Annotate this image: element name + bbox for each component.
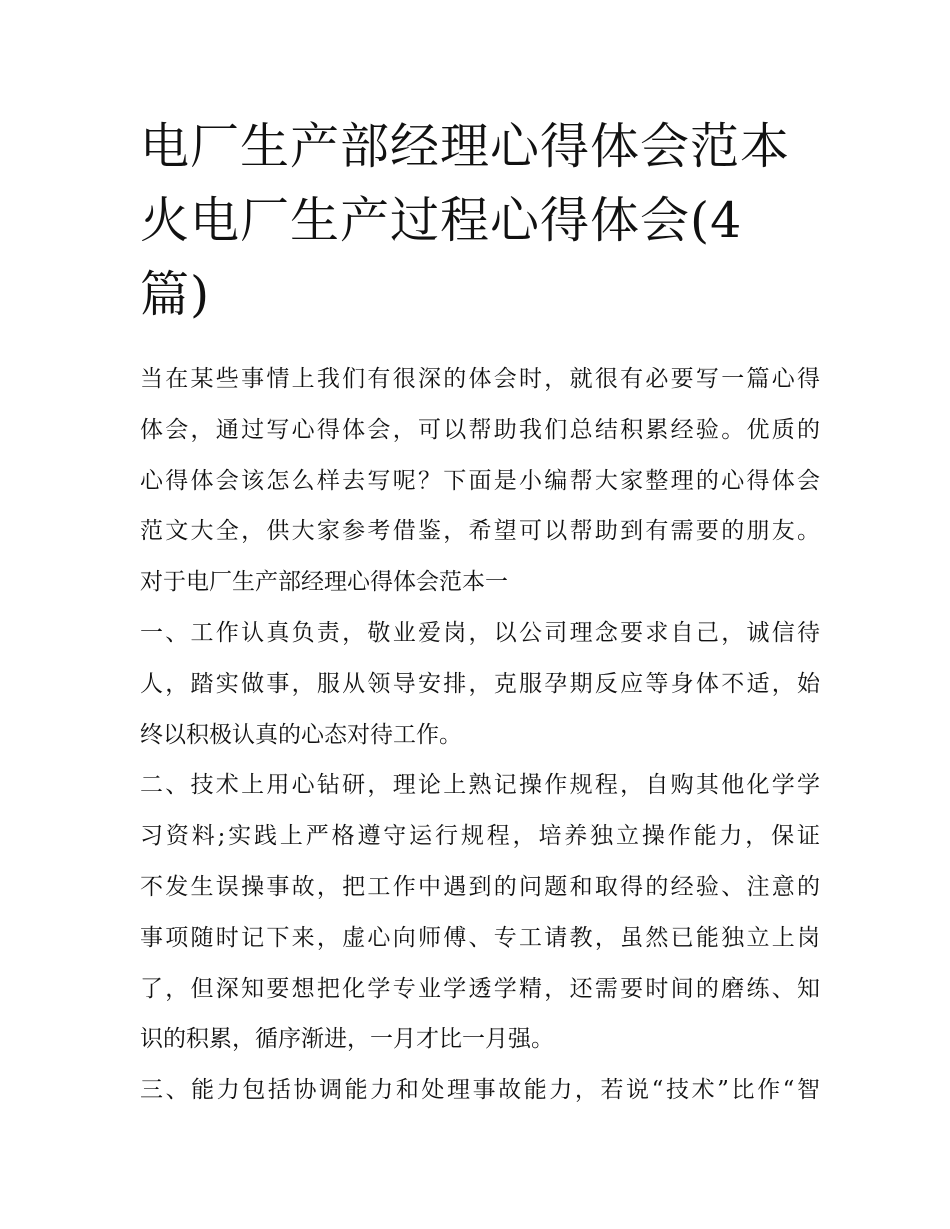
title-line: 火电厂生产过程心得体会(4 — [140, 192, 743, 249]
paragraph-one-line: 一、工作认真负责，敬业爱岗，以公司理念要求自己，诚信待 — [140, 619, 820, 646]
paragraph-two-line: 不发生误操事故，把工作中遇到的问题和取得的经验、注意的 — [140, 873, 820, 900]
paragraph-two-line: 识的积累，循序渐进，一月才比一月强。 — [140, 1026, 554, 1053]
paragraph-two-line: 习资料;实践上严格遵守运行规程，培养独立操作能力，保证 — [140, 823, 820, 850]
paragraph-three-line: 三、能力包括协调能力和处理事故能力，若说“技术”比作“智 — [140, 1077, 820, 1104]
intro-paragraph-line: 心得体会该怎么样去写呢？下面是小编帮大家整理的心得体会 — [140, 467, 820, 494]
intro-paragraph-line: 体会，通过写心得体会，可以帮助我们总结积累经验。优质的 — [140, 416, 820, 443]
paragraph-two-line: 了，但深知要想把化学专业学透学精，还需要时间的磨练、知 — [140, 975, 820, 1002]
document-body — [140, 354, 820, 1116]
intro-paragraph-line: 范文大全，供大家参考借鉴，希望可以帮助到有需要的朋友。 — [140, 518, 820, 545]
title-line: 电厂生产部经理心得体会范本 — [140, 118, 791, 175]
paragraph-one-line: 终以积极认真的心态对待工作。 — [140, 721, 462, 748]
paragraph-two-line: 二、技术上用心钻研，理论上熟记操作规程，自购其他化学学 — [140, 772, 820, 799]
section-heading: 对于电厂生产部经理心得体会范本一 — [140, 569, 508, 596]
paragraph-two-line: 事项随时记下来，虚心向师傅、专工请教，虽然已能独立上岗 — [140, 924, 820, 951]
document-title — [140, 110, 820, 332]
title-line: 篇) — [140, 266, 211, 323]
intro-paragraph-line: 当在某些事情上我们有很深的体会时，就很有必要写一篇心得 — [140, 366, 820, 392]
paragraph-one-line: 人，踏实做事，服从领导安排，克服孕期反应等身体不适，始 — [140, 670, 820, 697]
